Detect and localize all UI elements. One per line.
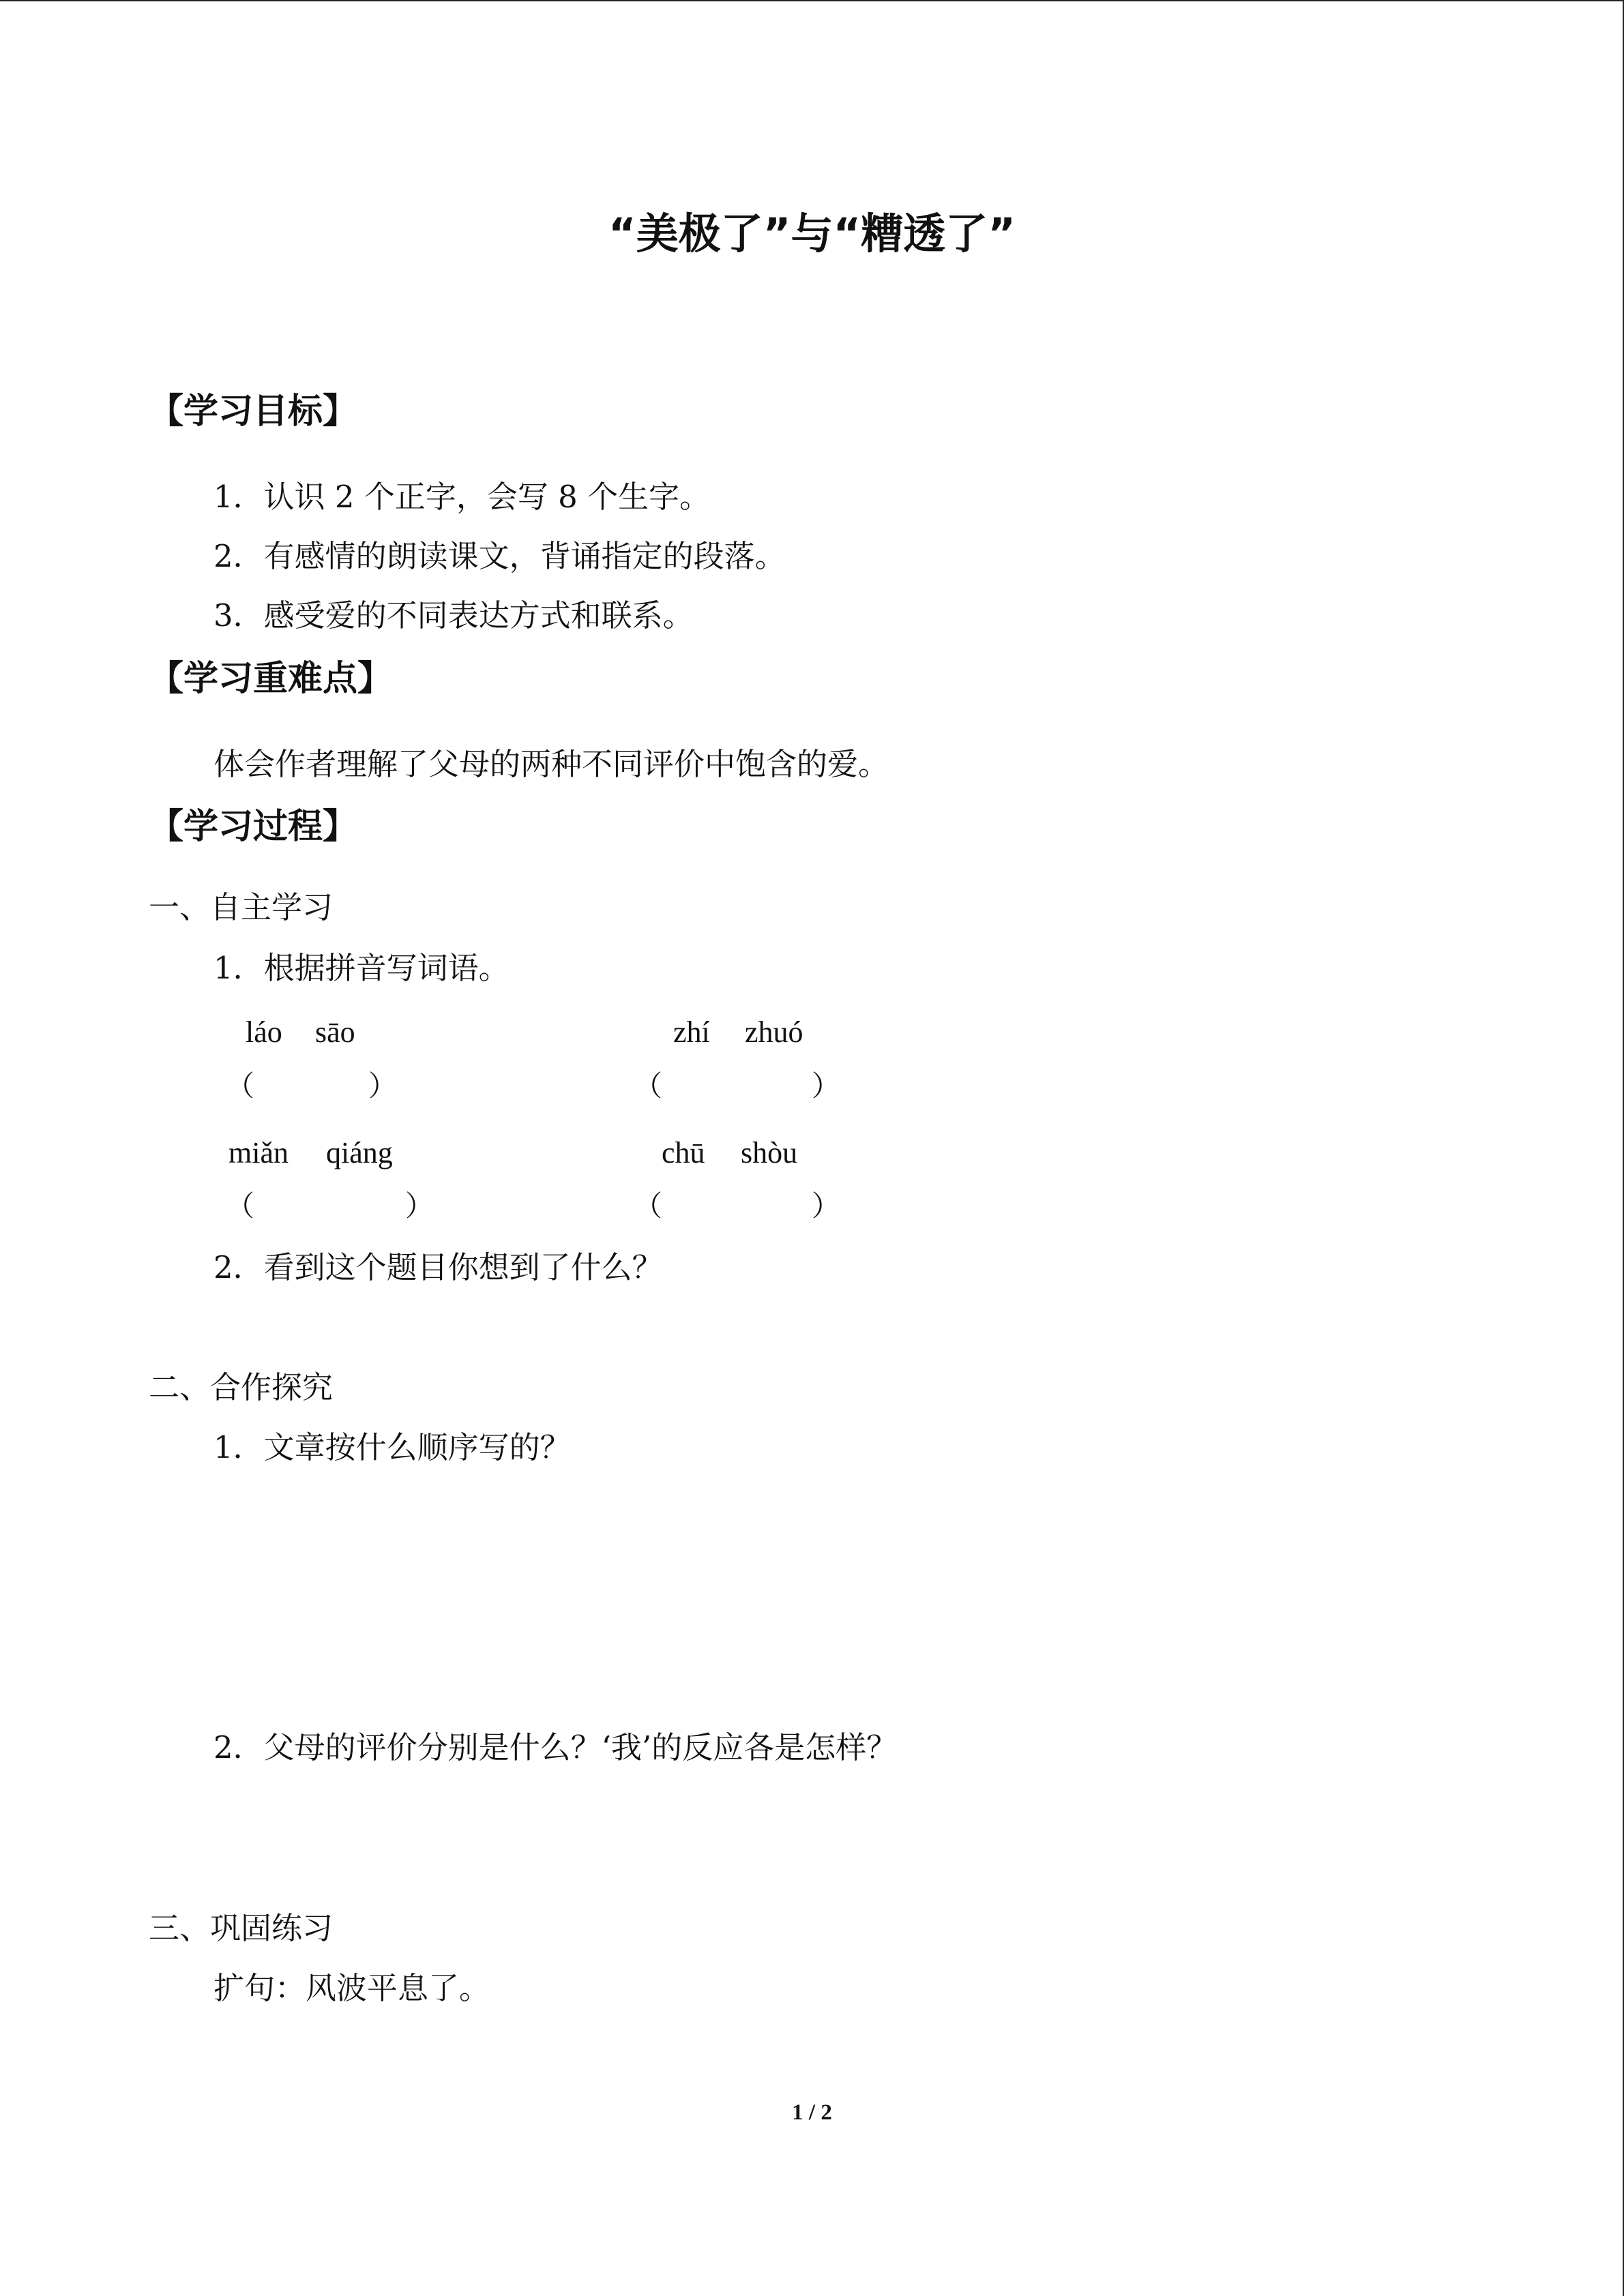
objectives-heading: 【学习目标】 xyxy=(149,391,358,432)
key-points-heading: 【学习重难点】 xyxy=(149,659,393,699)
pinyin-sao: sāo xyxy=(315,1015,355,1049)
page-title: “美极了”与“糟透了” xyxy=(608,209,1016,258)
pinyin-chu: chū xyxy=(662,1136,705,1169)
section-2-question-1: 1．文章按什么顺序写的？ xyxy=(213,1429,571,1465)
section-1-question-2: 2．看到这个题目你想到了什么？ xyxy=(213,1249,663,1285)
answer-blank-4-open: （ xyxy=(634,1189,663,1223)
pinyin-shou: shòu xyxy=(741,1136,798,1169)
objective-item-3: 3．感受爱的不同表达方式和联系。 xyxy=(213,597,694,633)
pinyin-mian: miǎn xyxy=(228,1136,289,1169)
objective-item-1: 1．认识 2 个正字，会写 8 个生字。 xyxy=(213,479,711,515)
section-1-question-1: 1．根据拼音写词语。 xyxy=(213,950,510,986)
answer-blank-4-close: ） xyxy=(812,1189,841,1223)
section-3-exercise: 扩句：风波平息了。 xyxy=(213,1970,490,2006)
section-1-title: 一、自主学习 xyxy=(149,889,334,925)
answer-blank-3-close: ） xyxy=(405,1189,434,1223)
section-3-title: 三、巩固练习 xyxy=(149,1910,334,1946)
page-number: 1 / 2 xyxy=(792,2100,832,2125)
answer-blank-1-close: ） xyxy=(368,1069,398,1103)
top-border-line xyxy=(0,0,1624,1)
objective-item-2: 2．有感情的朗读课文，背诵指定的段落。 xyxy=(213,538,786,574)
pinyin-qiang: qiáng xyxy=(326,1136,393,1169)
answer-blank-3-open: （ xyxy=(226,1189,255,1223)
pinyin-lao: láo xyxy=(246,1015,282,1049)
process-heading: 【学习过程】 xyxy=(149,807,358,847)
answer-blank-1-open: （ xyxy=(226,1069,255,1103)
section-2-question-2: 2．父母的评价分别是什么？‘我’的反应各是怎样？ xyxy=(213,1729,898,1765)
pinyin-zhi: zhí xyxy=(673,1015,710,1049)
section-2-title: 二、合作探究 xyxy=(149,1369,334,1405)
answer-blank-2-close: ） xyxy=(812,1069,841,1103)
answer-blank-2-open: （ xyxy=(634,1069,663,1103)
key-points-text: 体会作者理解了父母的两种不同评价中饱含的爱。 xyxy=(213,746,889,782)
pinyin-zhuo: zhuó xyxy=(745,1015,803,1049)
